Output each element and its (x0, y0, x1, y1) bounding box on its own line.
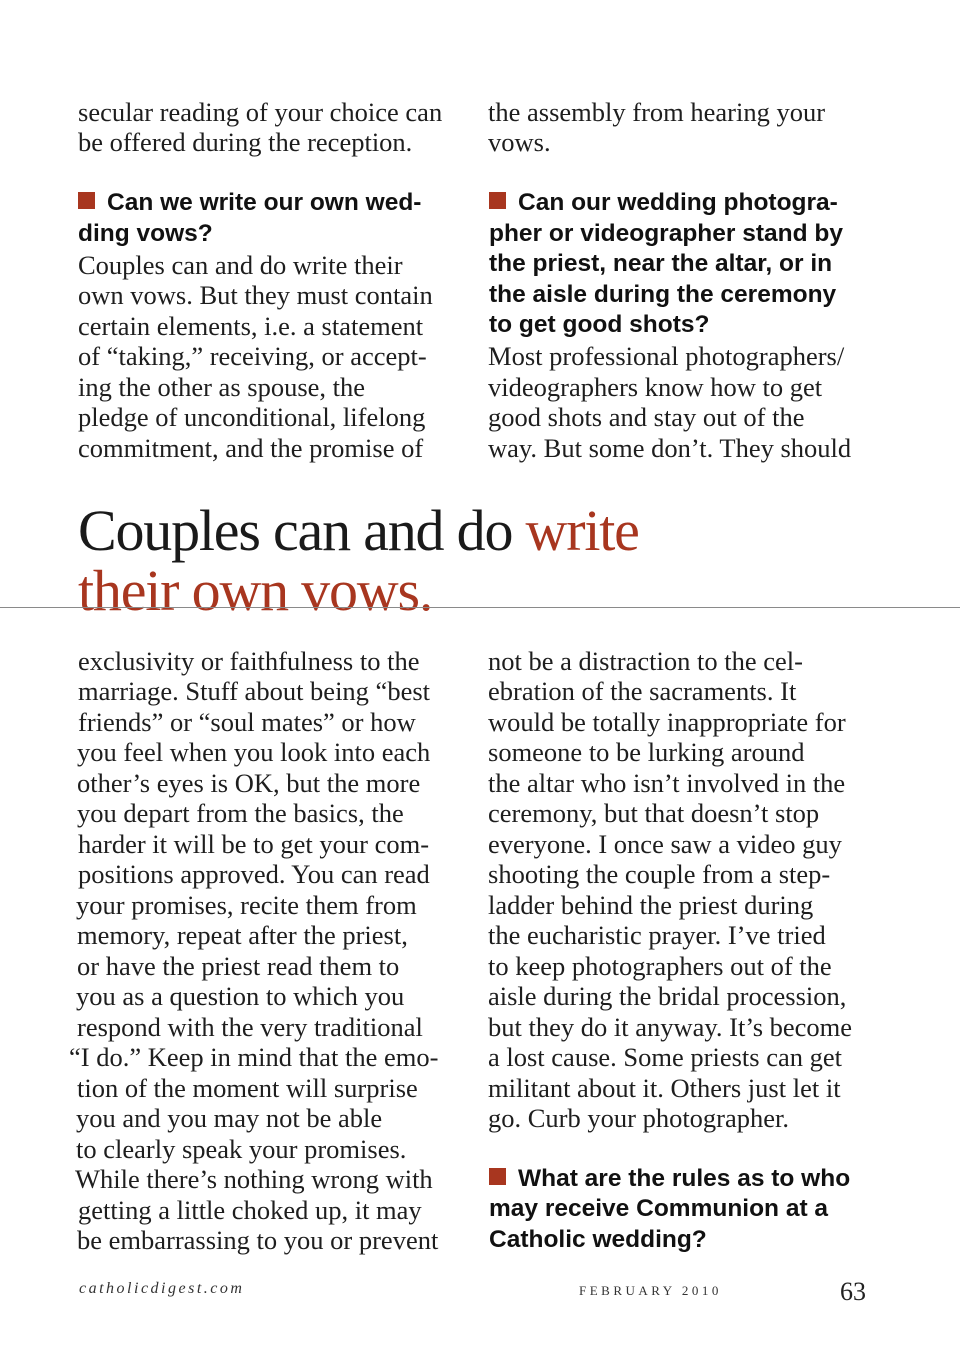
body-text-line: commitment, and the promise of (78, 433, 424, 463)
body-text-line: marriage. Stuff about being “best (78, 676, 431, 706)
body-text-line: videographers know how to get (488, 372, 823, 402)
body-text-line: Most professional photographers/ (488, 341, 845, 371)
body-text-line: “I do.” Keep in mind that the emo- (69, 1042, 439, 1072)
question-heading: ding vows? (78, 220, 213, 247)
body-text-line: good shots and stay out of the (488, 402, 805, 432)
body-text-line: of “taking,” receiving, or accept- (78, 341, 427, 371)
body-text-line: aisle during the bridal procession, (488, 981, 847, 1011)
body-text-line: respond with the very traditional (77, 1012, 423, 1042)
body-text-line: someone to be lurking around (488, 737, 805, 767)
body-text-line: would be totally inappropriate for (488, 707, 846, 737)
pull-quote-line-1 (78, 498, 639, 563)
horizontal-divider (0, 607, 960, 608)
body-text-line: exclusivity or faithfulness to the (78, 646, 420, 676)
body-text-line: getting a little choked up, it may (78, 1195, 422, 1225)
body-text-line: own vows. But they must contain (78, 280, 433, 310)
body-text-line: but they do it anyway. It’s become (488, 1012, 853, 1042)
pull-quote-line-2 (78, 558, 433, 623)
pull-quote-accent-text: write (525, 498, 639, 563)
question-heading: pher or videographer stand by (489, 220, 843, 247)
question-text: Can we write our own wed- (107, 189, 422, 216)
question-heading: may receive Communion at a (489, 1195, 829, 1222)
question-heading: Catholic wedding? (489, 1226, 707, 1253)
question-heading: to get good shots? (489, 311, 710, 338)
question-heading (78, 188, 421, 218)
body-text-line: go. Curb your photographer. (488, 1103, 790, 1133)
body-text-line: militant about it. Others just let it (488, 1073, 841, 1103)
question-heading (489, 188, 838, 218)
body-text-line: ceremony, but that doesn’t stop (488, 798, 820, 828)
body-text-line: you as a question to which you (76, 981, 405, 1011)
question-text: What are the rules as to who (518, 1165, 851, 1192)
pull-quote-text: Couples can and do (78, 498, 526, 563)
body-text-line: to keep photographers out of the (488, 951, 832, 981)
body-text-line: tion of the moment will surprise (77, 1073, 418, 1103)
body-text-line: positions approved. You can read (78, 859, 430, 889)
body-text-line: friends” or “soul mates” or how (78, 707, 416, 737)
body-text-line: memory, repeat after the priest, (77, 920, 408, 950)
body-text-line: you feel when you look into each (77, 737, 431, 767)
body-text-line: other’s eyes is OK, but the more (77, 768, 421, 798)
body-text-line: be offered during the reception. (78, 127, 413, 157)
footer-issue-date: FEBRUARY 2010 (579, 1283, 722, 1298)
body-text-line: everyone. I once saw a video guy (488, 829, 842, 859)
body-text-line: way. But some don’t. They should (488, 433, 852, 463)
body-text-line: harder it will be to get your com- (78, 829, 430, 859)
body-text-line: While there’s nothing wrong with (75, 1164, 433, 1194)
body-text-line: be embarrassing to you or prevent (77, 1225, 439, 1255)
body-text-line: Couples can and do write their (78, 250, 403, 280)
question-heading (489, 1164, 850, 1194)
body-text-line: to clearly speak your promises. (76, 1134, 407, 1164)
question-text: Can our wedding photogra- (518, 189, 838, 216)
square-bullet-icon (489, 192, 506, 209)
body-text-line: vows. (488, 127, 551, 157)
pull-quote-accent-text: their own vows. (78, 558, 433, 623)
body-text-line: you and you may not be able (76, 1103, 383, 1133)
body-text-line: shooting the couple from a step- (488, 859, 831, 889)
body-text-line: ebration of the sacraments. It (488, 676, 797, 706)
body-text-line: the assembly from hearing your (488, 97, 826, 127)
question-heading: the priest, near the altar, or in (489, 250, 833, 277)
body-text-line: you depart from the basics, the (77, 798, 404, 828)
square-bullet-icon (489, 1168, 506, 1185)
body-text-line: certain elements, i.e. a statement (78, 311, 424, 341)
body-text-line: the eucharistic prayer. I’ve tried (488, 920, 826, 950)
body-text-line: ing the other as spouse, the (78, 372, 366, 402)
square-bullet-icon (78, 192, 95, 209)
question-heading: the aisle during the ceremony (489, 281, 837, 308)
body-text-line: the altar who isn’t involved in the (488, 768, 846, 798)
body-text-line: ladder behind the priest during (488, 890, 814, 920)
page-number: 63 (840, 1277, 866, 1306)
body-text-line: secular reading of your choice can (78, 97, 443, 127)
body-text-line: not be a distraction to the cel- (488, 646, 803, 676)
body-text-line: or have the priest read them to (77, 951, 400, 981)
body-text-line: a lost cause. Some priests can get (488, 1042, 842, 1072)
body-text-line: your promises, recite them from (76, 890, 417, 920)
footer-website: catholicdigest.com (79, 1280, 245, 1297)
body-text-line: pledge of unconditional, lifelong (78, 402, 426, 432)
